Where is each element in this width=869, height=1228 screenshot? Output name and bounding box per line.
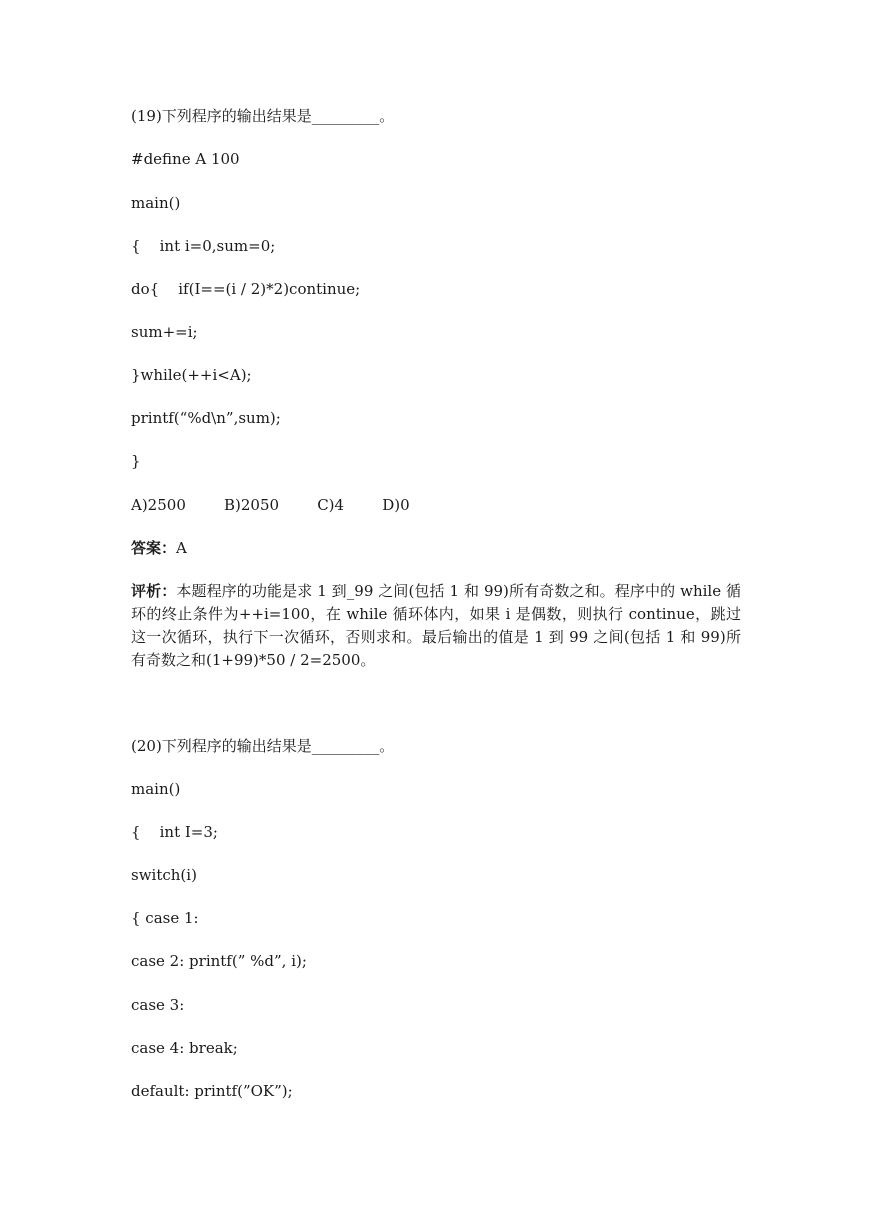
q19-analysis	[131, 580, 741, 672]
q20-code-line-4: { case 1:	[131, 909, 199, 927]
q19-code-line-4: do{ if(I==(i / 2)*2)continue;	[131, 280, 361, 298]
q19-options: A)2500 B)2050 C)4 D)0	[131, 496, 410, 514]
q20-code-line-6: case 3:	[131, 996, 185, 1014]
q20-code-line-5: case 2: printf(” %d”, i);	[131, 952, 307, 970]
q19-code-line-1: #define A 100	[131, 150, 240, 168]
q19-code-line-3: { int i=0,sum=0;	[131, 237, 276, 255]
analysis-label: 评析：	[131, 582, 177, 600]
q19-code-line-8: }	[131, 452, 141, 470]
q19-code-line-7: printf(“%d\n”,sum);	[131, 409, 281, 427]
q20-code-line-2: { int I=3;	[131, 823, 218, 841]
q20-question: (20)下列程序的输出结果是_________。	[131, 737, 395, 755]
q19-code-line-2: main()	[131, 194, 181, 212]
q19-answer	[131, 537, 187, 559]
analysis-text: 本题程序的功能是求 1 到_99 之间(包括 1 和 99)所有奇数之和。程序中的 while 循环的终止条件为++i=100，在 while 循环体内，如果 i 是偶数，则执行 continue，跳过这一次循环，执行下一次循环，否则求和。最后输出的值是 1 到 99 之间(包括 1 和 99)所有奇数之和(1+99)*50 / 2=2500。	[131, 582, 741, 669]
q20-code-line-1: main()	[131, 780, 181, 798]
answer-value: A	[176, 539, 187, 557]
q19-question: (19)下列程序的输出结果是_________。	[131, 107, 395, 125]
q19-code-line-5: sum+=i;	[131, 323, 198, 341]
answer-label: 答案：	[131, 539, 177, 557]
q20-code-line-7: case 4: break;	[131, 1039, 238, 1057]
q20-code-line-8: default: printf(”OK”);	[131, 1082, 293, 1100]
q19-code-line-6: }while(++i<A);	[131, 366, 252, 384]
q20-code-line-3: switch(i)	[131, 866, 197, 884]
